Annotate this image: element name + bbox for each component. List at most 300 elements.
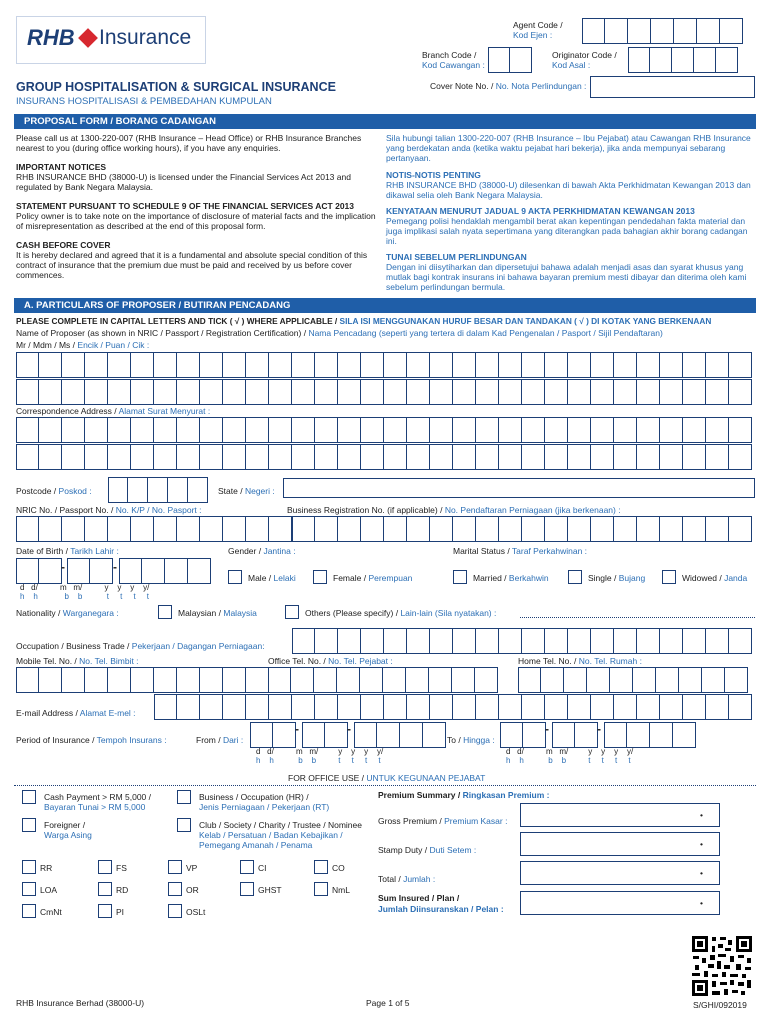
char-box[interactable] [269, 352, 292, 378]
char-box[interactable] [683, 628, 706, 654]
char-box[interactable] [188, 558, 211, 584]
char-box[interactable] [591, 444, 614, 470]
char-box[interactable] [407, 694, 430, 720]
char-box[interactable] [39, 558, 62, 584]
char-box[interactable] [154, 516, 177, 542]
char-box[interactable] [200, 516, 223, 542]
char-box[interactable] [660, 417, 683, 443]
male-checkbox[interactable] [228, 570, 242, 584]
char-box[interactable] [452, 667, 475, 693]
char-box[interactable] [407, 628, 430, 654]
originator-code-field[interactable] [628, 47, 738, 73]
char-box[interactable] [407, 417, 430, 443]
char-box[interactable] [315, 516, 338, 542]
char-box[interactable] [302, 722, 325, 748]
char-box[interactable] [361, 628, 384, 654]
char-box[interactable] [683, 694, 706, 720]
char-box[interactable] [292, 379, 315, 405]
char-box[interactable] [16, 444, 39, 470]
char-box[interactable] [587, 667, 610, 693]
foreigner-checkbox[interactable] [22, 818, 36, 832]
email-field[interactable] [154, 694, 752, 720]
char-box[interactable] [384, 516, 407, 542]
char-box[interactable] [522, 694, 545, 720]
char-box[interactable] [142, 558, 165, 584]
char-box[interactable] [250, 722, 273, 748]
char-box[interactable] [552, 722, 575, 748]
char-box[interactable] [223, 667, 246, 693]
char-box[interactable] [430, 628, 453, 654]
postcode-field[interactable] [108, 477, 208, 503]
char-box[interactable] [430, 444, 453, 470]
others-checkbox[interactable] [285, 605, 299, 619]
char-box[interactable] [564, 667, 587, 693]
char-box[interactable] [476, 379, 499, 405]
char-box[interactable] [637, 444, 660, 470]
dob-year-field[interactable] [119, 558, 211, 584]
char-box[interactable] [16, 417, 39, 443]
office-code-checkbox[interactable] [168, 904, 182, 918]
char-box[interactable] [637, 694, 660, 720]
office-tel-field[interactable] [268, 667, 498, 693]
char-box[interactable] [384, 694, 407, 720]
agent-code-field[interactable] [582, 18, 743, 44]
char-box[interactable] [614, 352, 637, 378]
office-code-checkbox[interactable] [240, 860, 254, 874]
char-box[interactable] [354, 722, 377, 748]
char-box[interactable] [706, 694, 729, 720]
char-box[interactable] [200, 417, 223, 443]
char-box[interactable] [499, 352, 522, 378]
char-box[interactable] [633, 667, 656, 693]
char-box[interactable] [453, 379, 476, 405]
char-box[interactable] [177, 516, 200, 542]
others-specify-line[interactable] [520, 617, 755, 618]
char-box[interactable] [476, 516, 499, 542]
char-box[interactable] [269, 516, 292, 542]
char-box[interactable] [62, 516, 85, 542]
char-box[interactable] [361, 516, 384, 542]
char-box[interactable] [62, 667, 85, 693]
char-box[interactable] [499, 444, 522, 470]
char-box[interactable] [246, 694, 269, 720]
char-box[interactable] [650, 722, 673, 748]
char-box[interactable] [476, 444, 499, 470]
dob-day-field[interactable] [16, 558, 62, 584]
widowed-checkbox[interactable] [662, 570, 676, 584]
char-box[interactable] [200, 444, 223, 470]
char-box[interactable] [39, 444, 62, 470]
married-checkbox[interactable] [453, 570, 467, 584]
female-checkbox[interactable] [313, 570, 327, 584]
char-box[interactable] [541, 667, 564, 693]
name-row-2[interactable] [16, 379, 752, 405]
char-box[interactable] [16, 558, 39, 584]
char-box[interactable] [407, 352, 430, 378]
char-box[interactable] [292, 444, 315, 470]
char-box[interactable] [200, 667, 223, 693]
char-box[interactable] [453, 444, 476, 470]
char-box[interactable] [360, 667, 383, 693]
char-box[interactable] [522, 628, 545, 654]
char-box[interactable] [315, 628, 338, 654]
char-box[interactable] [338, 444, 361, 470]
char-box[interactable] [338, 628, 361, 654]
char-box[interactable] [706, 352, 729, 378]
char-box[interactable] [168, 477, 188, 503]
char-box[interactable] [292, 516, 315, 542]
sum-insured-field[interactable] [520, 891, 720, 915]
char-box[interactable] [591, 417, 614, 443]
office-code-checkbox[interactable] [98, 904, 112, 918]
char-box[interactable] [591, 628, 614, 654]
dob-month-field[interactable] [67, 558, 113, 584]
char-box[interactable] [338, 694, 361, 720]
char-box[interactable] [729, 417, 752, 443]
char-box[interactable] [291, 667, 314, 693]
to-day-field[interactable] [500, 722, 546, 748]
char-box[interactable] [575, 722, 598, 748]
char-box[interactable] [108, 352, 131, 378]
char-box[interactable] [246, 352, 269, 378]
char-box[interactable] [62, 417, 85, 443]
branch-code-field[interactable] [488, 47, 532, 73]
char-box[interactable] [154, 694, 177, 720]
char-box[interactable] [154, 444, 177, 470]
char-box[interactable] [246, 516, 269, 542]
char-box[interactable] [430, 694, 453, 720]
from-year-field[interactable] [354, 722, 446, 748]
char-box[interactable] [499, 516, 522, 542]
gross-premium-field[interactable] [520, 803, 720, 827]
char-box[interactable] [614, 628, 637, 654]
to-month-field[interactable] [552, 722, 598, 748]
char-box[interactable] [545, 628, 568, 654]
char-box[interactable] [729, 379, 752, 405]
char-box[interactable] [108, 516, 131, 542]
char-box[interactable] [430, 352, 453, 378]
char-box[interactable] [475, 667, 498, 693]
char-box[interactable] [39, 352, 62, 378]
char-box[interactable] [338, 417, 361, 443]
char-box[interactable] [131, 352, 154, 378]
char-box[interactable] [568, 444, 591, 470]
char-box[interactable] [108, 417, 131, 443]
char-box[interactable] [729, 628, 752, 654]
char-box[interactable] [499, 628, 522, 654]
char-box[interactable] [85, 516, 108, 542]
cover-note-field[interactable] [590, 76, 755, 98]
char-box[interactable] [614, 444, 637, 470]
char-box[interactable] [39, 379, 62, 405]
char-box[interactable] [268, 667, 291, 693]
char-box[interactable] [660, 516, 683, 542]
char-box[interactable] [637, 516, 660, 542]
char-box[interactable] [430, 379, 453, 405]
char-box[interactable] [407, 516, 430, 542]
char-box[interactable] [568, 516, 591, 542]
char-box[interactable] [119, 558, 142, 584]
char-box[interactable] [591, 694, 614, 720]
char-box[interactable] [223, 444, 246, 470]
char-box[interactable] [108, 667, 131, 693]
char-box[interactable] [673, 722, 696, 748]
char-box[interactable] [292, 628, 315, 654]
char-box[interactable] [39, 417, 62, 443]
char-box[interactable] [568, 417, 591, 443]
char-box[interactable] [85, 379, 108, 405]
char-box[interactable] [269, 417, 292, 443]
office-code-checkbox[interactable] [168, 860, 182, 874]
char-box[interactable] [637, 379, 660, 405]
char-box[interactable] [568, 352, 591, 378]
club-checkbox[interactable] [177, 818, 191, 832]
char-box[interactable] [430, 417, 453, 443]
office-code-checkbox[interactable] [98, 882, 112, 896]
char-box[interactable] [637, 417, 660, 443]
char-box[interactable] [269, 694, 292, 720]
char-box[interactable] [361, 417, 384, 443]
total-field[interactable] [520, 861, 720, 885]
char-box[interactable] [108, 379, 131, 405]
char-box[interactable] [660, 694, 683, 720]
char-box[interactable] [200, 352, 223, 378]
nric-field[interactable] [16, 516, 292, 542]
address-row-1[interactable] [16, 417, 752, 443]
char-box[interactable] [384, 628, 407, 654]
char-box[interactable] [148, 477, 168, 503]
char-box[interactable] [67, 558, 90, 584]
char-box[interactable] [660, 352, 683, 378]
char-box[interactable] [568, 379, 591, 405]
char-box[interactable] [361, 352, 384, 378]
char-box[interactable] [154, 417, 177, 443]
char-box[interactable] [16, 516, 39, 542]
char-box[interactable] [315, 417, 338, 443]
char-box[interactable] [338, 379, 361, 405]
state-field[interactable] [283, 478, 755, 498]
char-box[interactable] [604, 722, 627, 748]
brn-field[interactable] [292, 516, 752, 542]
char-box[interactable] [383, 667, 406, 693]
char-box[interactable] [522, 352, 545, 378]
office-code-checkbox[interactable] [314, 860, 328, 874]
char-box[interactable] [522, 516, 545, 542]
char-box[interactable] [500, 722, 523, 748]
char-box[interactable] [384, 444, 407, 470]
char-box[interactable] [453, 516, 476, 542]
char-box[interactable] [223, 352, 246, 378]
char-box[interactable] [246, 379, 269, 405]
char-box[interactable] [154, 379, 177, 405]
cash-checkbox[interactable] [22, 790, 36, 804]
char-box[interactable] [246, 667, 269, 693]
char-box[interactable] [545, 352, 568, 378]
char-box[interactable] [660, 628, 683, 654]
char-box[interactable] [407, 379, 430, 405]
char-box[interactable] [16, 667, 39, 693]
char-box[interactable] [683, 417, 706, 443]
char-box[interactable] [725, 667, 748, 693]
char-box[interactable] [361, 444, 384, 470]
char-box[interactable] [729, 352, 752, 378]
char-box[interactable] [683, 444, 706, 470]
char-box[interactable] [591, 516, 614, 542]
char-box[interactable] [85, 352, 108, 378]
from-day-field[interactable] [250, 722, 296, 748]
char-box[interactable] [177, 417, 200, 443]
char-box[interactable] [85, 417, 108, 443]
from-month-field[interactable] [302, 722, 348, 748]
char-box[interactable] [177, 444, 200, 470]
char-box[interactable] [476, 628, 499, 654]
char-box[interactable] [660, 379, 683, 405]
char-box[interactable] [476, 417, 499, 443]
stamp-duty-field[interactable] [520, 832, 720, 856]
char-box[interactable] [177, 352, 200, 378]
char-box[interactable] [223, 694, 246, 720]
char-box[interactable] [314, 667, 337, 693]
char-box[interactable] [656, 667, 679, 693]
char-box[interactable] [729, 516, 752, 542]
char-box[interactable] [384, 417, 407, 443]
char-box[interactable] [177, 694, 200, 720]
char-box[interactable] [131, 379, 154, 405]
char-box[interactable] [269, 379, 292, 405]
char-box[interactable] [361, 694, 384, 720]
char-box[interactable] [315, 694, 338, 720]
char-box[interactable] [637, 352, 660, 378]
mobile-field[interactable] [16, 667, 269, 693]
char-box[interactable] [223, 379, 246, 405]
char-box[interactable] [188, 477, 208, 503]
char-box[interactable] [177, 667, 200, 693]
char-box[interactable] [338, 516, 361, 542]
char-box[interactable] [39, 667, 62, 693]
office-code-checkbox[interactable] [98, 860, 112, 874]
single-checkbox[interactable] [568, 570, 582, 584]
char-box[interactable] [610, 667, 633, 693]
char-box[interactable] [423, 722, 446, 748]
char-box[interactable] [85, 444, 108, 470]
office-code-checkbox[interactable] [22, 860, 36, 874]
char-box[interactable] [223, 516, 246, 542]
char-box[interactable] [407, 444, 430, 470]
char-box[interactable] [706, 417, 729, 443]
char-box[interactable] [453, 694, 476, 720]
char-box[interactable] [706, 444, 729, 470]
char-box[interactable] [545, 444, 568, 470]
char-box[interactable] [476, 694, 499, 720]
char-box[interactable] [177, 379, 200, 405]
business-hr-checkbox[interactable] [177, 790, 191, 804]
char-box[interactable] [400, 722, 423, 748]
char-box[interactable] [315, 352, 338, 378]
char-box[interactable] [292, 352, 315, 378]
char-box[interactable] [702, 667, 725, 693]
char-box[interactable] [453, 352, 476, 378]
char-box[interactable] [523, 722, 546, 748]
char-box[interactable] [338, 352, 361, 378]
char-box[interactable] [499, 379, 522, 405]
char-box[interactable] [62, 379, 85, 405]
occupation-field[interactable] [292, 628, 752, 654]
char-box[interactable] [729, 444, 752, 470]
char-box[interactable] [430, 516, 453, 542]
char-box[interactable] [165, 558, 188, 584]
char-box[interactable] [384, 379, 407, 405]
char-box[interactable] [706, 516, 729, 542]
char-box[interactable] [683, 379, 706, 405]
char-box[interactable] [522, 417, 545, 443]
char-box[interactable] [154, 667, 177, 693]
char-box[interactable] [90, 558, 113, 584]
char-box[interactable] [453, 628, 476, 654]
char-box[interactable] [131, 667, 154, 693]
char-box[interactable] [223, 417, 246, 443]
char-box[interactable] [518, 667, 541, 693]
char-box[interactable] [384, 352, 407, 378]
char-box[interactable] [683, 352, 706, 378]
char-box[interactable] [246, 417, 269, 443]
char-box[interactable] [361, 379, 384, 405]
char-box[interactable] [62, 352, 85, 378]
char-box[interactable] [16, 352, 39, 378]
char-box[interactable] [131, 516, 154, 542]
char-box[interactable] [292, 694, 315, 720]
to-year-field[interactable] [604, 722, 696, 748]
char-box[interactable] [273, 722, 296, 748]
char-box[interactable] [292, 417, 315, 443]
char-box[interactable] [406, 667, 429, 693]
char-box[interactable] [315, 444, 338, 470]
char-box[interactable] [591, 352, 614, 378]
name-row-1[interactable] [16, 352, 752, 378]
char-box[interactable] [200, 379, 223, 405]
char-box[interactable] [522, 444, 545, 470]
char-box[interactable] [128, 477, 148, 503]
char-box[interactable] [545, 694, 568, 720]
char-box[interactable] [706, 379, 729, 405]
char-box[interactable] [614, 417, 637, 443]
office-code-checkbox[interactable] [314, 882, 328, 896]
char-box[interactable] [729, 694, 752, 720]
char-box[interactable] [545, 417, 568, 443]
char-box[interactable] [200, 694, 223, 720]
char-box[interactable] [637, 628, 660, 654]
office-code-checkbox[interactable] [240, 882, 254, 896]
home-tel-field[interactable] [518, 667, 748, 693]
char-box[interactable] [453, 417, 476, 443]
char-box[interactable] [85, 667, 108, 693]
char-box[interactable] [614, 379, 637, 405]
office-code-checkbox[interactable] [168, 882, 182, 896]
char-box[interactable] [325, 722, 348, 748]
office-code-checkbox[interactable] [22, 904, 36, 918]
char-box[interactable] [522, 379, 545, 405]
char-box[interactable] [499, 694, 522, 720]
char-box[interactable] [706, 628, 729, 654]
char-box[interactable] [315, 379, 338, 405]
char-box[interactable] [591, 379, 614, 405]
char-box[interactable] [429, 667, 452, 693]
char-box[interactable] [39, 516, 62, 542]
char-box[interactable] [377, 722, 400, 748]
char-box[interactable] [545, 516, 568, 542]
char-box[interactable] [679, 667, 702, 693]
char-box[interactable] [154, 352, 177, 378]
char-box[interactable] [568, 628, 591, 654]
